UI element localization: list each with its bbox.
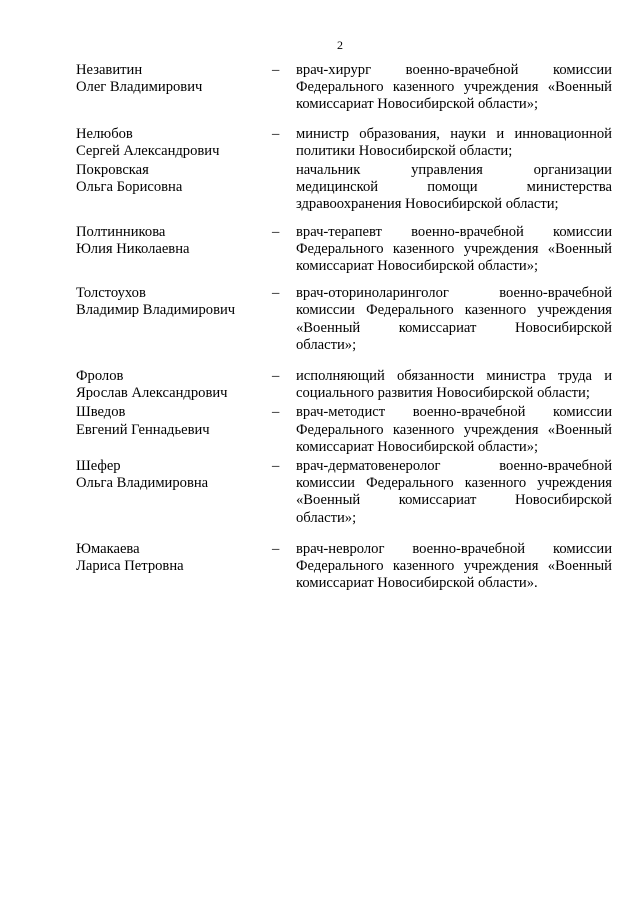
list-item — [76, 404, 612, 456]
person-name — [76, 541, 272, 593]
position-description — [296, 541, 612, 593]
position-description — [296, 404, 612, 456]
person-name — [76, 224, 272, 276]
position-line: врач-хирург военно-врачебной комиссии — [296, 62, 612, 78]
person-name — [76, 285, 272, 354]
given-names: Ольга Борисовна — [76, 179, 183, 196]
position-description — [296, 62, 612, 114]
position-description — [296, 368, 612, 402]
position-line: врач-дерматовенеролог военно-врачебной — [296, 458, 612, 475]
list-item — [76, 368, 612, 402]
surname: Шведов — [76, 404, 126, 421]
dash: – — [272, 125, 280, 142]
position-line: начальник управления организации — [296, 162, 612, 179]
given-names: Евгений Геннадьевич — [76, 421, 210, 438]
given-names: Сергей Александрович — [76, 142, 220, 159]
position-description — [296, 458, 612, 527]
given-names: Олег Владимирович — [76, 79, 203, 96]
list-item — [76, 224, 612, 276]
surname: Покровская — [76, 162, 149, 179]
dash: – — [272, 223, 280, 240]
person-name — [76, 404, 272, 456]
position-line: социального развития Новосибирской области; — [296, 385, 590, 402]
position-line: Федерального казенного учреждения «Военный — [296, 240, 612, 257]
position-line: врач-терапевт военно-врачебной комиссии — [296, 223, 612, 240]
dash — [272, 162, 296, 214]
position-line: комиссариат Новосибирской области». — [296, 575, 538, 592]
position-line: комиссариат Новосибирской области»; — [296, 438, 539, 455]
surname: Незавитин — [76, 62, 143, 78]
list-item — [76, 285, 612, 354]
page-number: 2 — [337, 38, 343, 52]
person-name — [76, 368, 272, 402]
position-line: врач-методист военно-врачебной комиссии — [296, 404, 612, 421]
given-names: Лариса Петровна — [76, 558, 184, 575]
given-names: Ярослав Александрович — [76, 385, 228, 402]
position-line: врач-оториноларинголог военно-врачебной — [296, 285, 612, 302]
dash: – — [272, 458, 280, 475]
position-line: Федерального казенного учреждения «Военный — [296, 79, 612, 96]
list-item — [76, 458, 612, 527]
surname: Юмакаева — [76, 540, 140, 557]
position-line: «Военный комиссариат Новосибирской — [296, 492, 612, 509]
position-description — [296, 162, 612, 214]
surname: Нелюбов — [76, 125, 133, 142]
position-line: области»; — [296, 509, 357, 526]
list-item — [76, 126, 612, 160]
person-name — [76, 458, 272, 527]
position-line: политики Новосибирской области; — [296, 142, 513, 159]
position-description — [296, 126, 612, 160]
surname: Полтинникова — [76, 223, 166, 240]
position-line: комиссариат Новосибирской области»; — [296, 258, 539, 275]
person-name — [76, 126, 272, 160]
dash: – — [272, 368, 280, 385]
member-list — [76, 62, 612, 605]
position-line: комиссии Федерального казенного учреждения — [296, 475, 612, 492]
list-item — [76, 162, 612, 214]
surname: Шефер — [76, 458, 121, 475]
position-line: комиссариат Новосибирской области»; — [296, 96, 539, 113]
position-line: здравоохранения Новосибирской области; — [296, 196, 559, 213]
surname: Фролов — [76, 368, 124, 385]
dash: – — [272, 62, 280, 78]
dash: – — [272, 540, 280, 557]
person-name — [76, 162, 272, 214]
given-names: Ольга Владимировна — [76, 475, 209, 492]
position-description — [296, 285, 612, 354]
list-item — [76, 541, 612, 593]
position-line: исполняющий обязанности министра труда и — [296, 368, 612, 385]
position-line: министр образования, науки и инновационной — [296, 125, 612, 142]
list-item — [76, 62, 612, 114]
position-line: Федерального казенного учреждения «Военный — [296, 558, 612, 575]
position-line: Федерального казенного учреждения «Военный — [296, 421, 612, 438]
position-line: врач-невролог военно-врачебной комиссии — [296, 540, 612, 557]
dash: – — [272, 404, 280, 421]
person-name — [76, 62, 272, 114]
given-names: Владимир Владимирович — [76, 302, 236, 319]
given-names: Юлия Николаевна — [76, 240, 190, 257]
dash: – — [272, 285, 280, 302]
position-line: комиссии Федерального казенного учреждения — [296, 302, 612, 319]
position-description — [296, 224, 612, 276]
position-line: области»; — [296, 336, 357, 353]
position-line: медицинской помощи министерства — [296, 179, 612, 196]
position-line: «Военный комиссариат Новосибирской — [296, 319, 612, 336]
surname: Толстоухов — [76, 285, 146, 302]
